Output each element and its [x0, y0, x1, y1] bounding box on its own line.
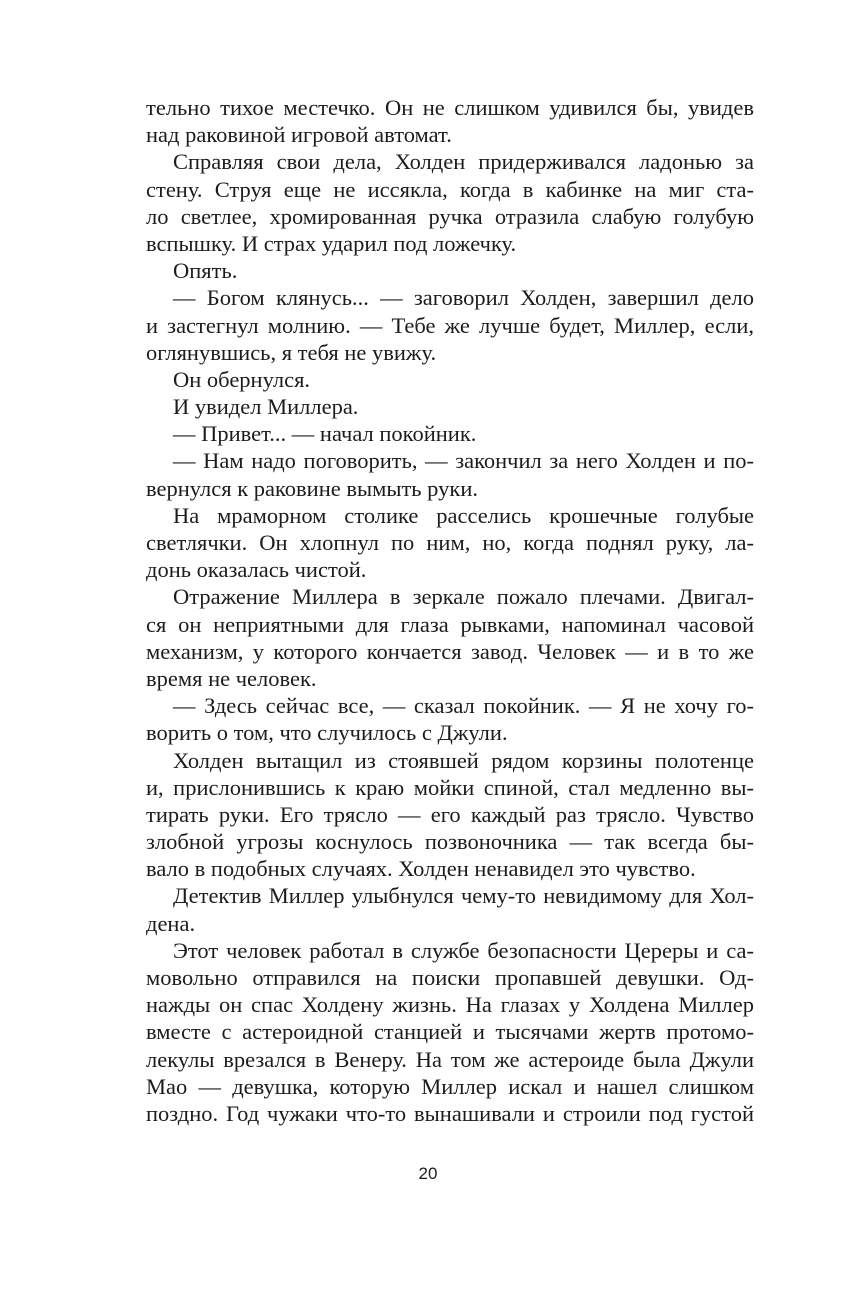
text-line: ворить о том, что случилось с Джули.	[146, 720, 508, 746]
text-line: тельно тихое местечко. Он не слишком удивился бы, увидев	[146, 95, 754, 120]
text-line: время не человек.	[146, 665, 317, 691]
text-line: стену. Струя еще не иссякла, когда в кабинке на миг ста-	[146, 176, 754, 202]
text-line: светлячки. Он хлопнул по ним, но, когда поднял руку, ла-	[146, 530, 754, 555]
text-line: Мао — девушка, которую Миллер искал и нашел слишком	[146, 1073, 754, 1099]
text-line: — Привет... — начал покойник.	[173, 421, 477, 447]
text-line: И увидел Миллера.	[173, 394, 359, 420]
text-line: Холден вытащил из стоявшей рядом корзины полотенце	[173, 747, 754, 773]
text-line: и, прислонившись к краю мойки спиной, стал медленно вы-	[146, 774, 754, 800]
text-line: ся он неприятными для глаза рывками, напоминал часовой	[146, 611, 754, 637]
text-line: механизм, у которого кончается завод. Человек — и в то же	[146, 638, 754, 664]
text-line: злобной угрозы коснулось позвоночника — так всегда бы-	[146, 829, 754, 855]
text-line: поздно. Год чужаки что-то вынашивали и строили под густой	[146, 1100, 754, 1126]
text-line: ло светлее, хромированная ручка отразила слабую голубую	[146, 203, 754, 229]
text-line: вместе с астероидной станцией и тысячами жертв протомо-	[146, 1019, 754, 1045]
text-line: Детектив Миллер улыбнулся чему-то невидимому для Хол-	[173, 883, 754, 909]
text-line: — Нам надо поговорить, — закончил за него Холден и по-	[173, 448, 754, 474]
text-line: и застегнул молнию. — Тебе же лучше будет, Миллер, если,	[146, 312, 754, 338]
text-line: вернулся к раковине вымыть руки.	[146, 475, 478, 501]
text-line: над раковиной игровой автомат.	[146, 122, 452, 148]
text-line: Отражение Миллера в зеркале пожало плечами. Двигал-	[173, 584, 754, 610]
text-line: Справляя свои дела, Холден придерживался ладонью за	[173, 149, 754, 175]
text-line: донь оказалась чистой.	[146, 557, 367, 583]
text-line: оглянувшись, я тебя не увижу.	[146, 339, 437, 365]
text-line: Этот человек работал в службе безопасности Цереры и са-	[173, 937, 754, 963]
text-line: тирать руки. Его трясло — его каждый раз трясло. Чувство	[146, 801, 754, 827]
text-line: лекулы врезался в Венеру. На том же астероиде была Джули	[146, 1046, 754, 1072]
text-line: нажды он спас Холдену жизнь. На глазах у Холдена Миллер	[146, 992, 754, 1018]
text-line: дена.	[146, 910, 196, 936]
page-number: 20	[418, 1164, 438, 1183]
text-line: вспышку. И страх ударил под ложечку.	[146, 230, 517, 256]
body-text	[146, 94, 754, 1127]
text-line: На мраморном столике расселись крошечные голубые	[173, 502, 754, 528]
text-line: Он обернулся.	[173, 366, 311, 392]
text-line: — Здесь сейчас все, — сказал покойник. — Я не хочу го-	[173, 693, 754, 719]
text-line: мовольно отправился на поиски пропавшей девушки. Од-	[146, 965, 754, 990]
text-line: — Богом клянусь... — заговорил Холден, завершил дело	[173, 285, 754, 311]
text-line: Опять.	[173, 258, 238, 284]
text-line: вало в подобных случаях. Холден ненавидел это чувство.	[146, 856, 696, 882]
